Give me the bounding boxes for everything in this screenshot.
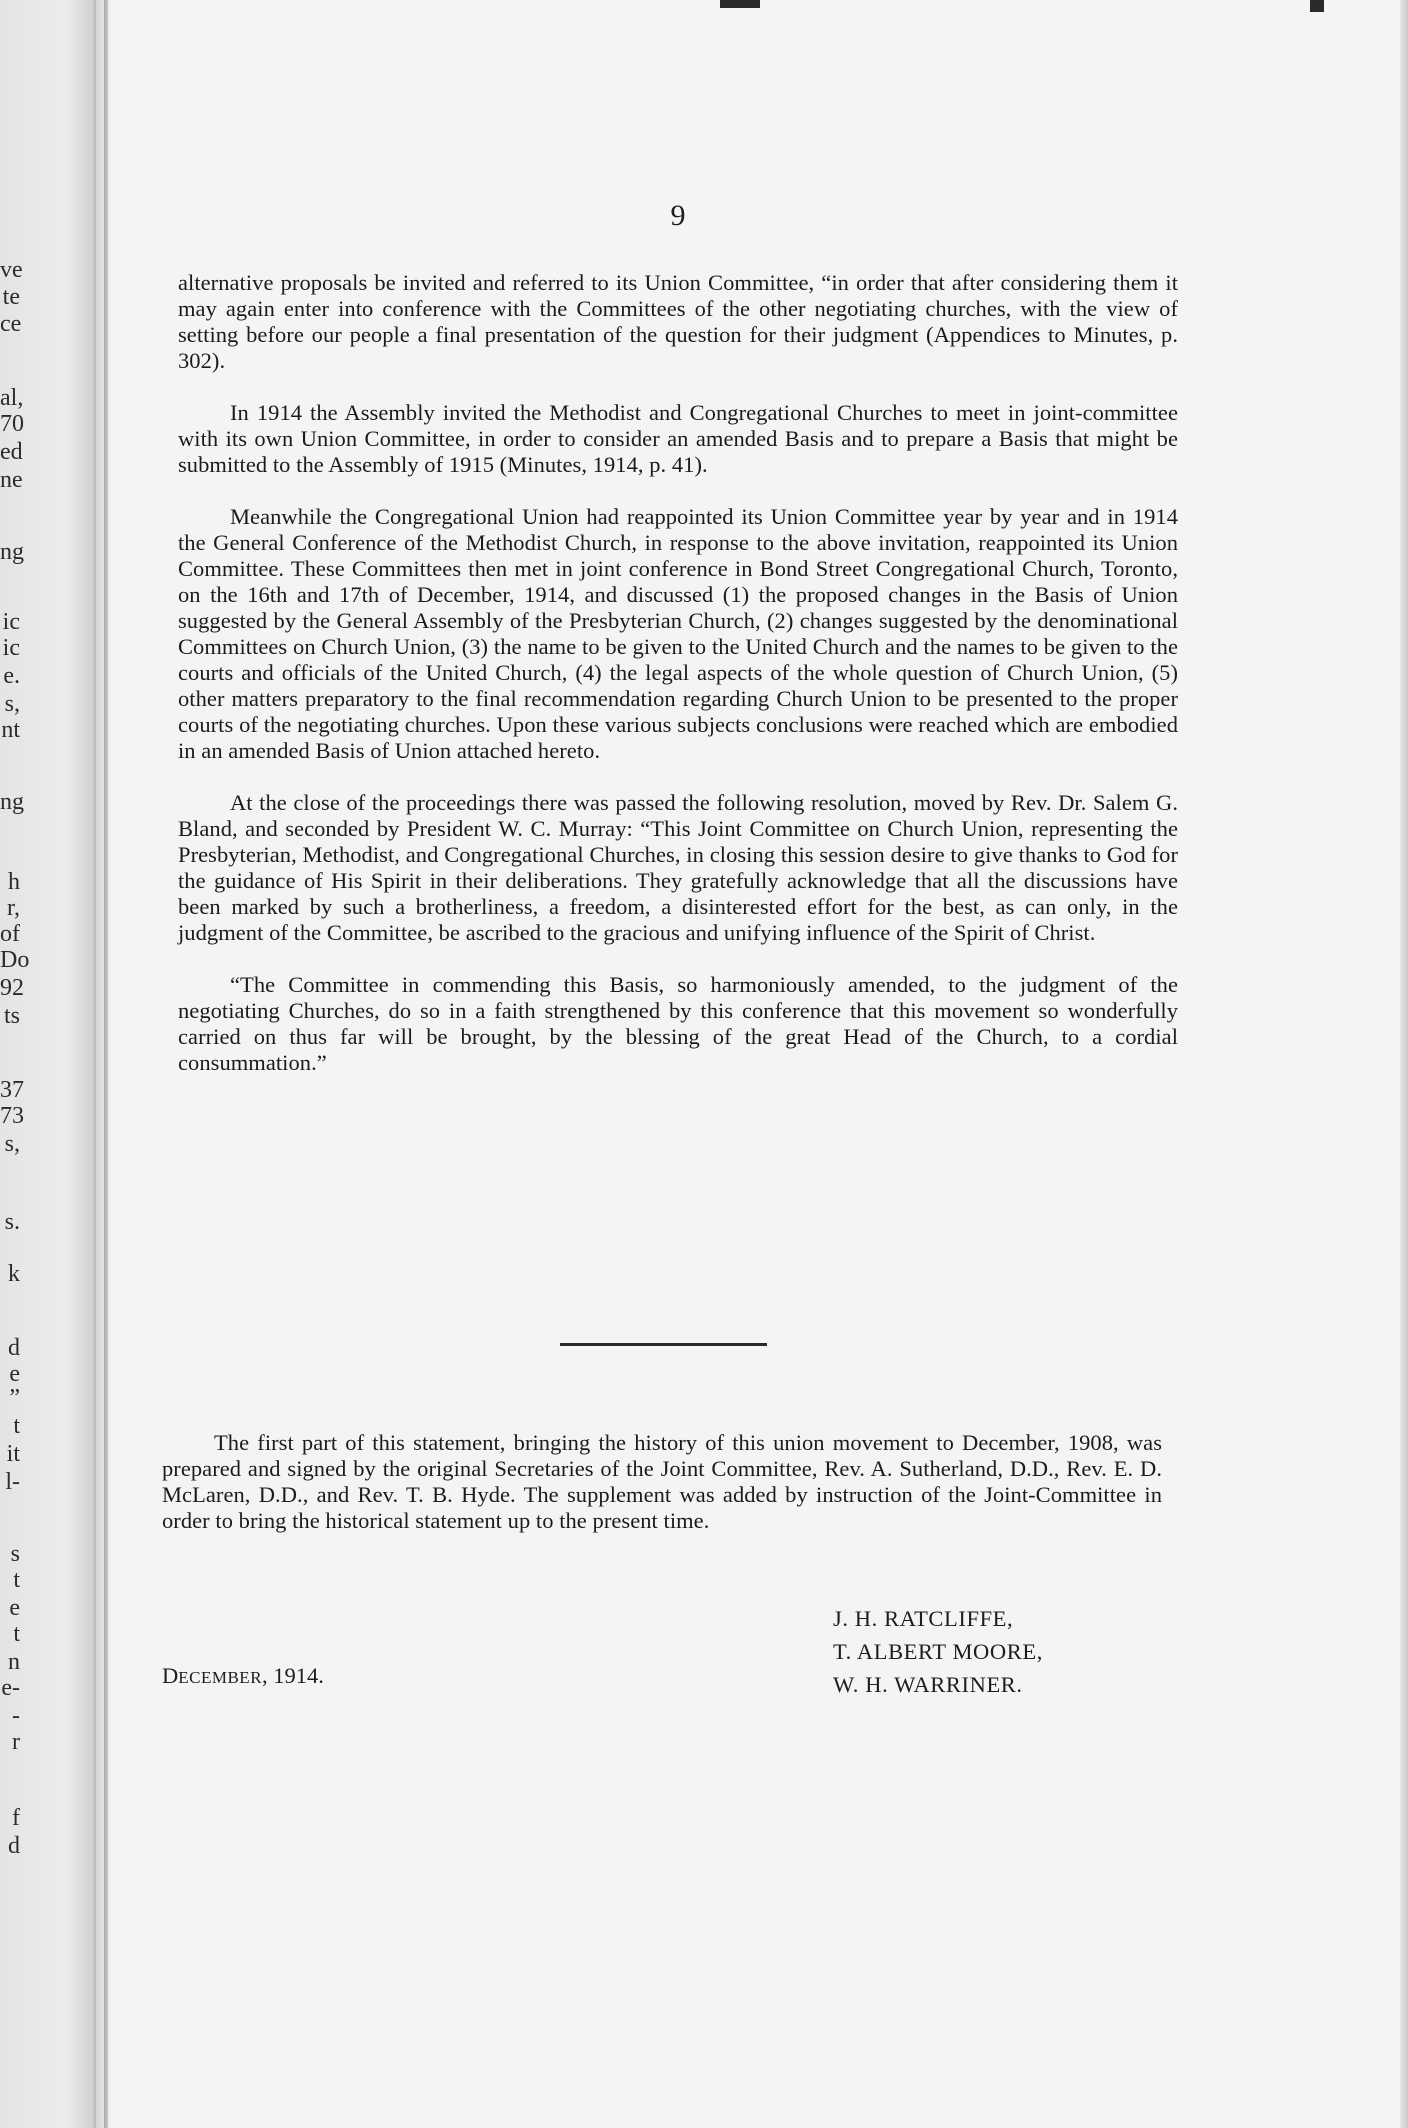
date-initial: D [162,1663,179,1688]
margin-fragment: ts [3,1003,20,1029]
margin-fragment: h [8,869,20,895]
section-divider [560,1343,767,1346]
closing-paragraph: The first part of this statement, bringing the history of this union movement to December, 1908, was prepared and signed by the original Secretaries of the Joint Committee, Rev. A. Sutherland, D.D., Rev. E. D. McLaren, D.D., and Rev. T. B. Hyde. The supplement was added by instruction of the Joint-Committee in order to bring the historical statement up to the present time. [162,1430,1162,1533]
date-month: ECEMBER [178,1668,263,1687]
margin-fragment: 73 [0,1103,24,1129]
margin-fragment: ve [0,257,23,283]
page-number: 9 [670,199,686,232]
signatory: T. ALBERT MOORE, [833,1639,1043,1664]
margin-fragment: n [8,1649,20,1675]
scan-artifact [720,0,760,8]
margin-fragment: ic [2,609,20,635]
margin-fragment: al, [0,385,24,411]
margin-fragment: r, [6,895,20,921]
margin-fragment: e- [1,1675,20,1701]
margin-fragment: 70 [0,411,24,437]
paragraph: “The Committee in commending this Basis, so harmoniously amended, to the judgment of the negotiating Churches, do so in a faith strengthened by this conference that this movement so wonderfully carried on thus far will be brought, by the blessing of the great Head of the Church, to a cordial consummation.” [178,972,1178,1075]
margin-fragment: s. [4,1209,20,1235]
margin-fragment: 37 [0,1077,24,1103]
margin-fragment: f [12,1805,20,1831]
paragraph: In 1914 the Assembly invited the Methodist and Congregational Churches to meet in joint-committee with its own Union Committee, in order to consider an amended Basis and to prepare a Basis that might be submitted to the Assembly of 1915 (Minutes, 1914, p. 41). [178,400,1178,477]
margin-fragment: it [6,1441,20,1467]
margin-fragment: ng [0,789,24,815]
margin-fragment: s, [4,691,20,717]
margin-fragment: l- [5,1469,20,1495]
scan-artifact [1310,0,1324,12]
signatory: W. H. WARRINER. [833,1672,1023,1697]
margin-fragment: r [12,1729,20,1755]
margin-fragment: t [13,1567,20,1593]
signatory: J. H. RATCLIFFE, [833,1606,1014,1631]
closing-note [162,1430,1162,1534]
margin-fragment: e. [3,663,20,689]
paragraph: alternative proposals be invited and referred to its Union Committee, “in order that after considering them it may again enter into conference with the Committees of the other negotiating churches, with the view of setting before our people a final presentation of the question for their judgment (Appendices to Minutes, p. 302). [178,270,1178,373]
margin-fragment: k [8,1261,20,1287]
date-line [162,1662,324,1692]
margin-fragment: t [13,1621,20,1647]
body-text [178,270,1178,1076]
margin-fragment: s [10,1541,20,1567]
margin-fragment: 92 [0,975,24,1001]
margin-fragment: t [13,1413,20,1439]
signatories [833,1602,1043,1701]
margin-fragment: e [9,1361,20,1387]
margin-fragment: ” [9,1385,20,1411]
margin-fragment: ic [2,635,20,661]
margin-fragment: s, [4,1131,20,1157]
date-year: , 1914. [262,1663,324,1688]
right-page-edge [1400,0,1408,2128]
margin-fragment: Do [0,947,30,973]
margin-fragment: e [9,1595,20,1621]
gutter-line [104,0,108,2128]
margin-fragment: te [2,284,20,310]
margin-fragment: d [8,1335,20,1361]
margin-fragment: of [0,921,20,947]
paragraph: At the close of the proceedings there was passed the following resolution, moved by Rev. Dr. Salem G. Bland, and seconded by President W. C. Murray: “This Joint Committee on Church Union, representing the Presbyterian, Methodist, and Congregational Churches, in closing this session desire to give thanks to God for the guidance of His Spirit in their deliberations. They gratefully acknowledge that all the discussions have been marked by such a brotherliness, a freedom, a disinterested effort for the best, as can only, in the judgment of the Committee, be ascribed to the gracious and unifying influence of the Spirit of Christ. [178,790,1178,945]
margin-fragment: ce [0,311,22,337]
margin-fragment: nt [1,717,20,743]
margin-fragment: - [12,1703,20,1729]
margin-fragment: ng [0,539,24,565]
paragraph: Meanwhile the Congregational Union had reappointed its Union Committee year by year and in 1914 the General Conference of the Methodist Church, in response to the above invitation, reappointed its Union Committee. These Committees then met in joint conference in Bond Street Congregational Church, Toronto, on the 16th and 17th of December, 1914, and discussed (1) the proposed changes in the Basis of Union suggested by the General Assembly of the Presbyterian Church, (2) changes suggested by the denominational Committees on Church Union, (3) the name to be given to the United Church and the names to be given to the courts and officials of the United Church, (4) the legal aspects of the whole question of Church Union, (5) other matters preparatory to the final recommendation regarding Church Union to be presented to the proper courts of the negotiating churches. Upon these various subjects conclusions were reached which are embodied in an amended Basis of Union attached hereto. [178,504,1178,763]
margin-fragment: d [8,1833,20,1859]
margin-fragment: ne [0,467,23,493]
margin-fragment: ed [0,439,23,465]
